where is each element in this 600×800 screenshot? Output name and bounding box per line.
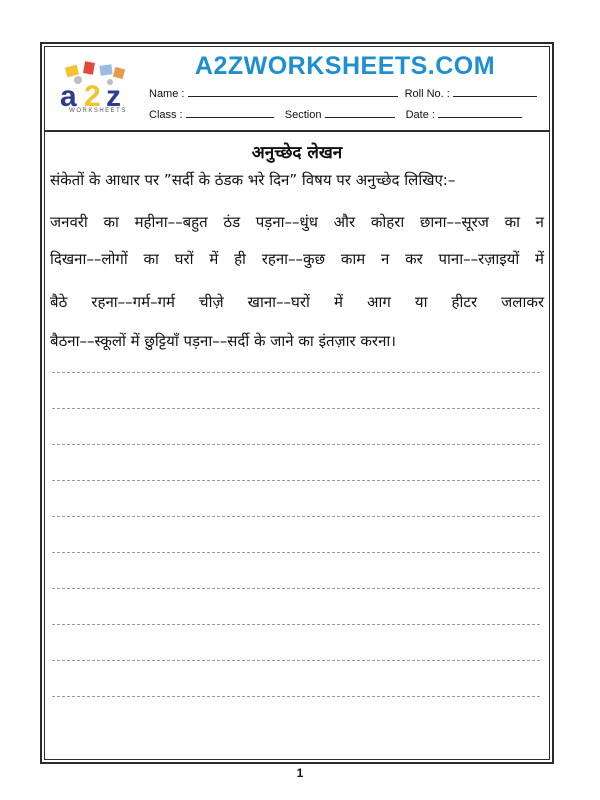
writing-line[interactable]: [52, 444, 540, 445]
name-roll-row: [149, 86, 537, 100]
logo-subtext: WORKSHEETS: [69, 108, 127, 114]
hint-line: बैठे रहना––गर्म–गर्म चीज़े खाना––घरों में आग या हीटर जलाकर: [50, 293, 544, 311]
writing-line[interactable]: [52, 516, 540, 517]
writing-line[interactable]: [52, 372, 540, 373]
hint-line: जनवरी का महीना––बहुत ठंड पड़ना––धुंध और कोहरा छाना––सूरज का न: [50, 213, 544, 231]
date-label: Date :: [405, 109, 435, 121]
logo-letter-z: z: [106, 80, 121, 113]
writing-line[interactable]: [52, 588, 540, 589]
page-number: 1: [296, 766, 304, 780]
class-field[interactable]: [186, 107, 274, 118]
class-section-date-row: [149, 107, 522, 121]
section-field[interactable]: [325, 107, 395, 118]
worksheet-heading: अनुच्छेद लेखन: [251, 143, 343, 163]
writing-line[interactable]: [52, 552, 540, 553]
logo-letter-2: 2: [84, 80, 101, 113]
writing-line[interactable]: [52, 660, 540, 661]
writing-line[interactable]: [52, 624, 540, 625]
name-label: Name :: [149, 88, 185, 100]
header-divider: [44, 130, 550, 132]
site-title: A2ZWORKSHEETS.COM: [194, 52, 496, 80]
class-label: Class :: [149, 109, 183, 121]
name-field[interactable]: [188, 86, 398, 97]
writing-line[interactable]: [52, 696, 540, 697]
logo-letter-a: a: [60, 80, 77, 113]
instruction-text: संकेतों के आधार पर ”सर्दी के ठंडक भरे दिन” विषय पर अनुच्छेद लिखिए:–: [50, 171, 456, 189]
roll-field[interactable]: [453, 86, 537, 97]
hint-line: बैठना––स्कूलों में छुट्टियाँ पड़ना––सर्दी के जाने का इंतज़ार करना।: [50, 332, 396, 350]
writing-line[interactable]: [52, 480, 540, 481]
date-field[interactable]: [438, 107, 522, 118]
writing-line[interactable]: [52, 408, 540, 409]
hint-line: दिखना––लोगों का घरों में ही रहना––कुछ काम न कर पाना––रज़ाइयों में: [50, 250, 544, 268]
section-label: Section: [284, 109, 322, 121]
roll-label: Roll No. :: [404, 88, 450, 100]
